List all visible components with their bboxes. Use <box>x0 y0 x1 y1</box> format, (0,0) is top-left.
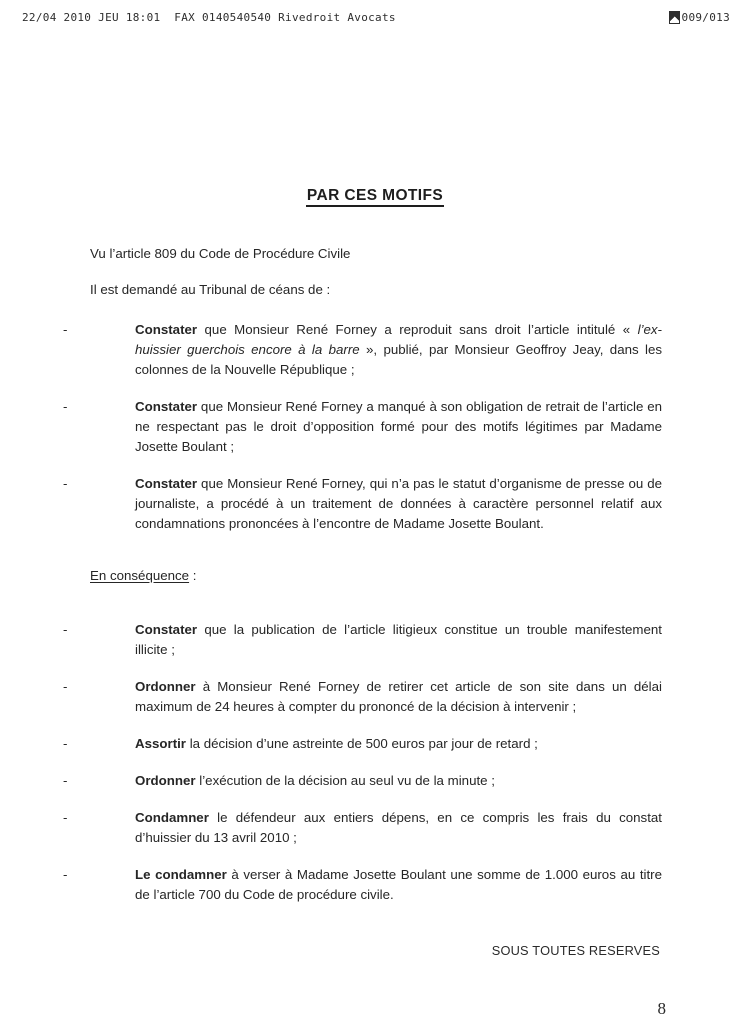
fax-page-icon <box>669 11 680 24</box>
list-item-text: Ordonner à Monsieur René Forney de retirer cet article de son site dans un délai maximum de 24 heures à compter du prononcé de la décision à intervenir ; <box>135 679 662 714</box>
page-title <box>0 0 750 206</box>
fax-page-counter: 009/013 <box>681 11 730 24</box>
dash-bullet: - <box>63 322 68 337</box>
list-item <box>63 808 750 848</box>
list-item-text: Assortir la décision d’une astreinte de 500 euros par jour de retard ; <box>135 736 538 751</box>
fax-header-right <box>669 11 730 24</box>
list-item <box>63 771 750 791</box>
dash-bullet: - <box>63 867 68 882</box>
dash-bullet: - <box>63 736 68 751</box>
intro-line-demande: Il est demandé au Tribunal de céans de : <box>90 282 331 297</box>
demands-list <box>63 320 750 534</box>
consequence-list <box>63 620 750 905</box>
list-item-text: Le condamner à verser à Madame Josette Boulant une somme de 1.000 euros au titre de l’article 700 du Code de procédure civile. <box>135 867 662 902</box>
list-item <box>63 865 750 905</box>
list-item <box>63 620 750 660</box>
list-item <box>63 474 750 534</box>
dash-bullet: - <box>63 399 68 414</box>
list-item <box>63 677 750 717</box>
list-item <box>63 734 750 754</box>
list-item-text: Constater que Monsieur René Forney a manqué à son obligation de retrait de l’article en ne respectant pas le droit d’opposition formé pour des motifs légitimes par Madame Josette Boulant ; <box>135 399 662 454</box>
list-item-text: Condamner le défendeur aux entiers dépens, en ce compris les frais du constat d’huissier du 13 avril 2010 ; <box>135 810 662 845</box>
list-item-text: Constater que Monsieur René Forney a reproduit sans droit l’article intitulé « l’ex-huissier guerchois encore à la barre », publié, par Monsieur Geoffroy Jeay, dans les colonnes de la Nouvelle République ; <box>135 322 662 377</box>
consequence-heading <box>90 566 660 586</box>
list-item <box>63 320 750 380</box>
dash-bullet: - <box>63 679 68 694</box>
fax-header-left: 22/04 2010 JEU 18:01 FAX 0140540540 Rivedroit Avocats <box>22 11 396 24</box>
list-item <box>63 397 750 457</box>
reserves-note: SOUS TOUTES RESERVES <box>491 943 660 958</box>
consequence-heading-text: En conséquence <box>90 568 190 583</box>
intro-line-visa: Vu l’article 809 du Code de Procédure Civile <box>90 246 351 261</box>
dash-bullet: - <box>63 810 68 825</box>
consequence-heading-colon: : <box>189 568 197 583</box>
list-item-text: Constater que Monsieur René Forney, qui n’a pas le statut d’organisme de presse ou de journaliste, a procédé à un traitement de données à caractère personnel relatif aux condamnations prononcées à l’encontre de Madame Josette Boulant. <box>135 476 662 531</box>
list-item-text: Constater que la publication de l’article litigieux constitue un trouble manifestement illicite ; <box>135 622 662 657</box>
page-title-text: PAR CES MOTIFS <box>306 187 444 207</box>
page-number: 8 <box>657 999 666 1018</box>
dash-bullet: - <box>63 476 68 491</box>
list-item-text: Ordonner l’exécution de la décision au seul vu de la minute ; <box>135 773 495 788</box>
fax-header <box>22 11 730 24</box>
dash-bullet: - <box>63 622 68 637</box>
dash-bullet: - <box>63 773 68 788</box>
